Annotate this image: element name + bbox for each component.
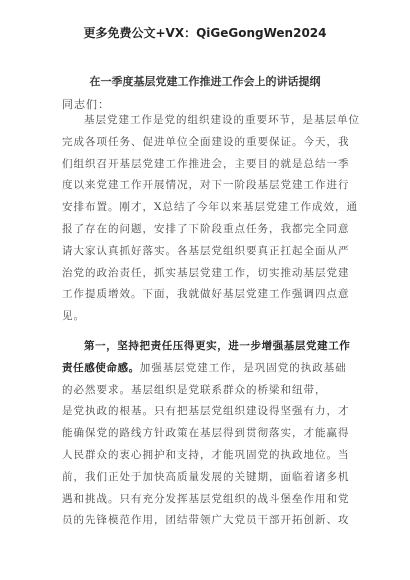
paragraph-line: 请大家认真抓好落实。各基层党组织要真正扛起全面从严	[62, 244, 350, 257]
promo-banner: 更多免费公文+VX：QiGeGongWen2024	[83, 26, 327, 40]
section-heading: 第一，坚持把责任压得更实，进一步增强基层党建工作	[84, 339, 351, 352]
paragraph-line: 员的先锋模范作用，团结带领广大党员干部开拓创新、攻	[62, 514, 350, 527]
paragraph-line: 完成各项任务、促进单位全面建设的重要保证。今天，我	[62, 135, 350, 148]
paragraph-line: 治党的政治责任，抓实基层党建工作，切实推动基层党建	[62, 266, 350, 279]
paragraph-line: 的必然要求。基层组织是党联系群众的桥梁和纽带，	[62, 383, 327, 396]
paragraph-line: 报了存在的问题，安排了下阶段重点任务，我都完全同意	[62, 222, 350, 235]
section-heading: 责任感使命感。	[62, 361, 140, 374]
paragraph-line: 基层党建工作是党的组织建设的重要环节，是基层单位	[84, 114, 360, 126]
paragraph-line: 能确保党的路线方针政策在基层得到贯彻落实，才能赢得	[62, 427, 350, 440]
paragraph-line: 见。	[62, 310, 85, 323]
salutation: 同志们：	[62, 98, 110, 111]
paragraph-line: 人民群众的衷心拥护和支持，才能巩固党的执政地位。当	[62, 448, 350, 461]
paragraph-text: 加强基层党建工作，是巩固党的执政基础	[139, 361, 347, 374]
section-line-with-heading	[62, 358, 352, 380]
paragraph-gap	[62, 328, 352, 336]
paragraph-line: 工作提质增效。下面，我就做好基层党建工作强调四点意	[62, 288, 350, 301]
paragraph-line: 前，我们正处于加快高质量发展的关键期，面临着诸多机	[62, 470, 350, 483]
paragraph-line: 度以来党建工作开展情况，对下一阶段基层党建工作进行	[62, 179, 350, 192]
paragraph-line: 们组织召开基层党建工作推进会，主要目的就是总结一季	[62, 157, 350, 170]
paragraph-line: 安排布置。刚才，X总结了今年以来基层党建工作成效，通	[62, 201, 358, 214]
document-title: 在一季度基层党建工作推进工作会上的讲话提纲	[89, 75, 321, 88]
paragraph-line: 遇和挑战。只有充分发挥基层党组织的战斗堡垒作用和党	[62, 492, 350, 505]
document-body	[62, 110, 360, 532]
paragraph-line: 是党执政的根基。只有把基层党组织建设得坚强有力，才	[62, 405, 350, 418]
